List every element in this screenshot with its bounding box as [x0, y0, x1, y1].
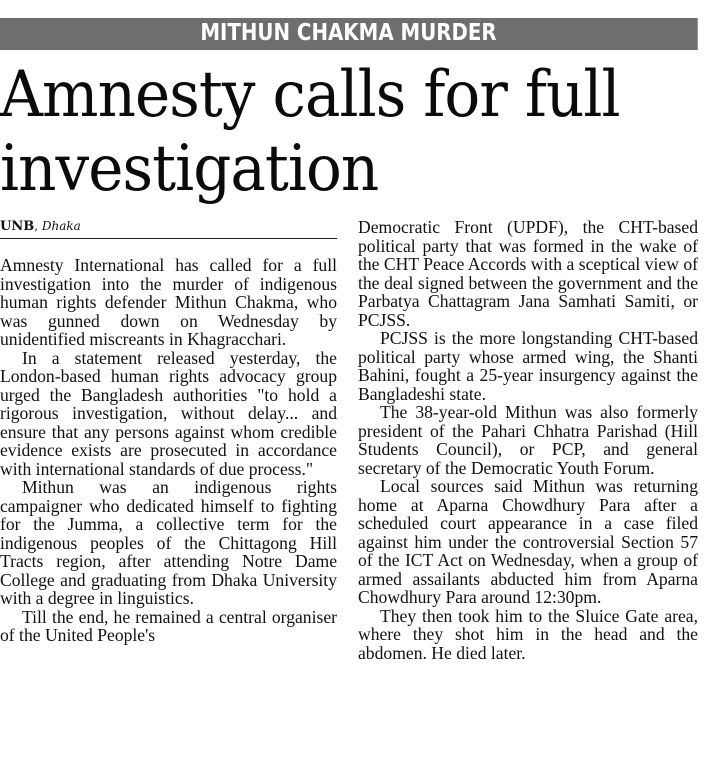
- paragraph: Amnesty International has called for a full investigation into the murder of indigenous human rights defender Mithun Chakma, who was gunned down on Wednesday by unidentified miscreants in Khagracchari.: [0, 255, 337, 349]
- kicker-banner: [0, 18, 698, 50]
- paragraph: Till the end, he remained a central organiser of the United People's: [0, 606, 337, 645]
- byline-agency: UNB: [0, 219, 35, 234]
- byline-city: Dhaka: [41, 219, 81, 233]
- kicker-label: MITHUN CHAKMA MURDER: [200, 20, 497, 46]
- byline: [0, 218, 337, 239]
- article-column-left: [0, 256, 337, 645]
- paragraph: Mithun was an indigenous rights campaigner who dedicated himself to fighting for the Jumma, a collective term for the indigenous peoples of the Chittagong Hill Tracts region, after attending Notre Dame College and graduating from Dhaka University with a degree in linguistics.: [0, 477, 337, 608]
- article-column-right: [358, 218, 698, 662]
- headline-line-1: Amnesty calls for full: [0, 58, 620, 132]
- byline-separator: ,: [34, 219, 39, 233]
- headline-line-2: investigation: [0, 132, 379, 206]
- paragraph: The 38-year-old Mithun was also formerly president of the Pahari Chhatra Parishad (Hill Students Council), or PCP, and general secretary of the Democratic Youth Forum.: [358, 402, 698, 478]
- headline: [0, 58, 713, 206]
- paragraph: PCJSS is the more longstanding CHT-based political party whose armed wing, the Shanti Bahini, fought a 25-year insurgency against the Bangladeshi state.: [358, 328, 698, 404]
- paragraph: In a statement released yesterday, the London-based human rights advocacy group urged the Bangladesh authorities "to hold a rigorous investigation, without delay... and ensure that any persons against whom credible evidence exists are prosecuted in accordance with international standards of due process.": [0, 347, 337, 479]
- paragraph: Local sources said Mithun was returning home at Aparna Chowdhury Para after a scheduled court appearance in a case filed against him under the controversial Section 57 of the ICT Act on Wednesday, when a group of armed assailants abducted him from Aparna Chowdhury Para around 12:30pm.: [358, 476, 698, 607]
- paragraph: Democratic Front (UPDF), the CHT-based political party that was formed in the wake of the CHT Peace Accords with a sceptical view of the deal signed between the government and the Parbatya Chattagram Jana Samhati Samiti, or PCJSS.: [358, 217, 698, 330]
- paragraph: They then took him to the Sluice Gate area, where they shot him in the head and the abdomen. He died later.: [358, 605, 698, 663]
